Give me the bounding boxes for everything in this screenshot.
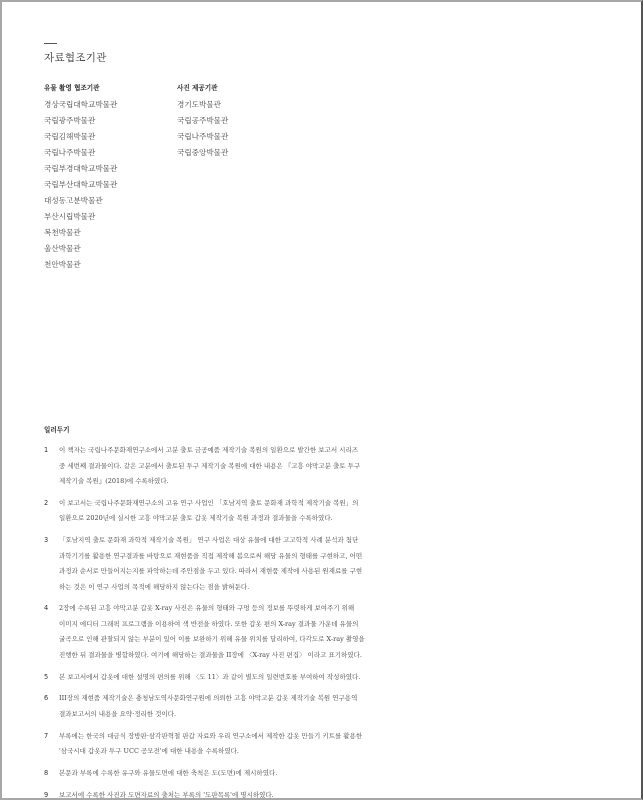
note-text xyxy=(59,691,616,722)
note-text xyxy=(59,601,616,663)
institution-item: 경상국립대학교박물관 xyxy=(44,100,118,109)
note-number: 9 xyxy=(44,790,49,799)
note-number: 7 xyxy=(44,731,49,740)
note-line: 진행한 뒤 결과물을 병합하였다. 여기에 해당하는 결과물을 II장에 〈X-ray 사진 편집〉 이라고 표기하였다. xyxy=(59,650,362,659)
institution-item: 국립부산대학교박물관 xyxy=(44,180,118,189)
note-line: 과학기기를 활용한 연구결과를 바탕으로 재현품을 직접 제작해 봄으로써 해당 유물의 형태를 구현하고, 어떤 xyxy=(59,551,363,560)
note-text xyxy=(59,788,616,804)
institution-item: 국립부경대학교박물관 xyxy=(44,164,118,173)
note-line: 제작기술 복원』(2018)에 수록하였다. xyxy=(59,477,169,485)
note-item xyxy=(44,766,616,782)
institution-item: 대성동고분박물관 xyxy=(44,196,103,205)
note-line: 본문과 부록에 수록한 유구와 유물도면에 대한 축척은 도(도면)에 제시하였다. xyxy=(59,769,278,778)
note-line: 일환으로 2020년에 실시한 고흥 야막고분 출토 갑옷 제작기술 복원 과정과 결과물을 수록하였다. xyxy=(59,514,333,523)
institution-item: 국립나주박물관 xyxy=(177,132,229,141)
note-number: 2 xyxy=(44,498,49,507)
notes-list xyxy=(44,443,616,810)
section-title: 자료협조기관 xyxy=(44,52,107,64)
note-text xyxy=(59,533,616,595)
institution-item: 국립광주박물관 xyxy=(44,116,96,125)
note-text xyxy=(59,496,616,527)
note-text xyxy=(59,766,616,782)
note-item xyxy=(44,788,616,804)
note-number: 5 xyxy=(44,672,49,681)
column-heading: 사진 제공기관 xyxy=(177,84,218,92)
note-item xyxy=(44,533,616,595)
note-number: 6 xyxy=(44,694,49,703)
note-line: 하는 것은 이 연구 사업의 목적에 해당하지 않는다는 점을 밝혀둔다. xyxy=(59,582,250,591)
note-line: 「호남지역 출토 문화재 과학적 제작기술 복원」 연구 사업은 대상 유물에 대한 고고학적 사례 분석과 첨단 xyxy=(59,536,359,545)
note-item xyxy=(44,691,616,722)
note-line: 이 보고서는 국립나주문화재연구소의 고유 연구 사업인 「호남지역 출토 문화재 과학적 제작기술 복원」의 xyxy=(59,498,359,507)
institution-item: 국립공주박물관 xyxy=(177,116,229,125)
note-line: 과정과 순서로 만들어지는지를 파악하는데 주안점을 두고 있다. 따라서 재현품 제작에 사용된 원재료를 구현 xyxy=(59,567,363,576)
note-item xyxy=(44,729,616,760)
notes-heading: 일러두기 xyxy=(44,426,70,434)
institution-item: 경기도박물관 xyxy=(177,100,222,109)
institution-item: 천안박물관 xyxy=(44,260,81,269)
note-text xyxy=(59,729,616,760)
note-item xyxy=(44,601,616,663)
note-number: 1 xyxy=(44,446,49,454)
institution-item: 울산박물관 xyxy=(44,244,81,253)
note-number: 3 xyxy=(44,536,49,545)
institution-item: 국립김해박물관 xyxy=(44,132,96,141)
note-number: 8 xyxy=(44,769,49,778)
note-line: 보고서에 수록한 사진과 도면자료의 출처는 부록의 '도판목록'에 명시하였다. xyxy=(59,790,274,799)
institution-item: 부산시립박물관 xyxy=(44,212,96,221)
note-line: '삼국시대 갑옷과 투구 UCC 공모전'에 대한 내용을 수록하였다. xyxy=(59,747,239,756)
note-line: 2장에 수록된 고흥 야막고분 갑옷 X-ray 사진은 유물의 형태와 구멍 등의 정보를 뚜렷하게 보여주기 위해 xyxy=(59,604,355,613)
note-line: 중 세번째 결과물이다. 같은 고분에서 출토된 투구 제작기술 복원에 대한 내용은 『고흥 야막고분 출토 투구 xyxy=(59,461,361,470)
section-dash-divider xyxy=(44,43,57,44)
note-line: 결과보고서의 내용을 요약·정리한 것이다. xyxy=(59,709,177,718)
note-line: III장의 재현품 제작기술은 충청남도역사문화연구원에 의뢰한 고흥 야막고분 갑옷 제작기술 복원 연구용역 xyxy=(59,694,358,703)
note-line: 굴곡으로 인해 관찰되지 않는 부분이 있어 이를 보완하기 위해 유물 위치를 달리하여, 다각도로 X-ray 촬영을 xyxy=(59,635,365,644)
note-item xyxy=(44,670,616,686)
institution-item: 국립나주박물관 xyxy=(44,148,96,157)
note-line: 부록에는 한국의 대금식 장방판·삼각판혁철 판갑 자료와 우리 연구소에서 제작한 갑옷 만들기 키트를 활용한 xyxy=(59,731,363,740)
column-photography-cooperation xyxy=(44,82,117,273)
note-text xyxy=(59,443,616,490)
note-line: 이미지 에디터 그래픽 프로그램을 이용하여 색 반전을 하였다. 또한 갑옷 편의 X-ray 결과물 가운데 유물의 xyxy=(59,619,359,628)
note-number: 4 xyxy=(44,604,49,613)
note-line: 본 보고서에서 갑옷에 대한 설명의 편의를 위해 〈도 11〉과 같이 별도의 일련번호를 부여하여 작성하였다. xyxy=(59,672,361,681)
institution-item: 국립중앙박물관 xyxy=(177,148,229,157)
note-text xyxy=(59,670,616,686)
note-item xyxy=(44,443,616,490)
note-item xyxy=(44,496,616,527)
institution-item: 복천박물관 xyxy=(44,228,81,237)
note-line: 이 책자는 국립나주문화재연구소에서 고분 출토 금공예품 제작기술 복원의 일환으로 발간한 보고서 시리즈 xyxy=(59,446,359,454)
column-photo-providers xyxy=(177,82,228,161)
column-heading: 유물 촬영 협조기관 xyxy=(44,84,100,92)
